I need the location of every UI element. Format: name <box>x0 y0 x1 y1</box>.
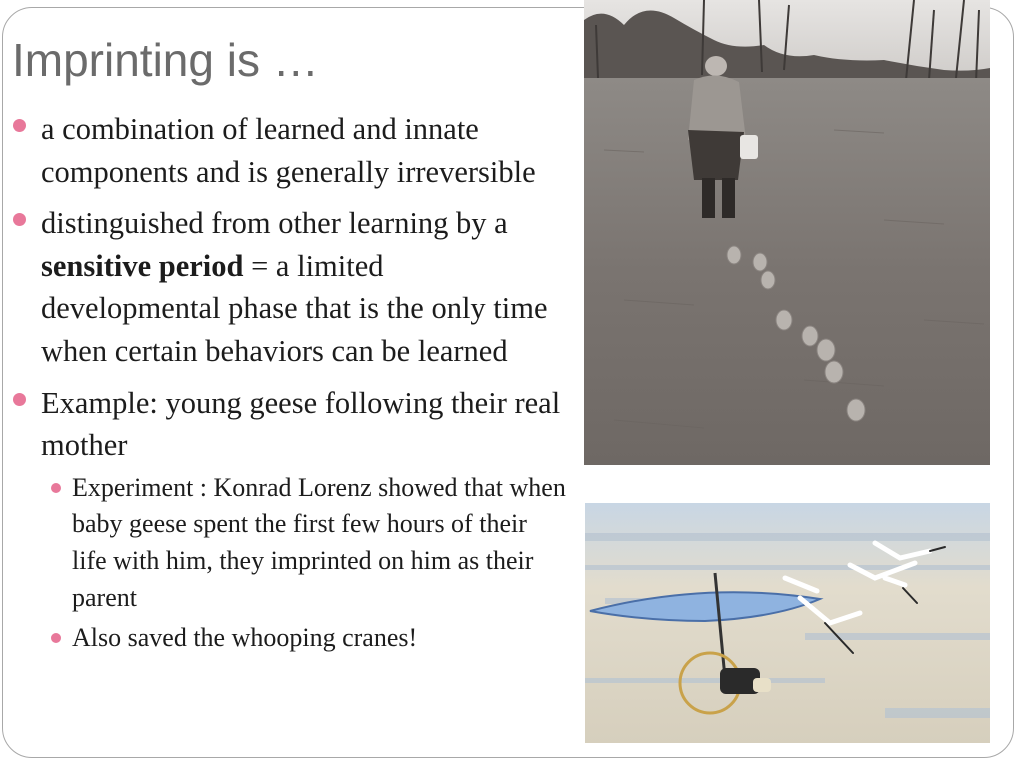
bullet-text: Example: young geese following their real mother <box>41 385 561 463</box>
bullet-item <box>12 108 567 193</box>
ultralight-cranes-photo <box>585 503 990 743</box>
sub-bullet-text: Experiment : Konrad Lorenz showed that when baby geese spent the first few hours of their life with him, they imprinted on him as their parent <box>72 472 566 612</box>
lorenz-geese-illustration <box>584 0 990 465</box>
sub-bullet-item <box>41 620 567 657</box>
sub-bullet-list <box>41 470 567 657</box>
bullet-item <box>12 382 567 657</box>
bullet-text-post: = a limited developmental phase that is the only time when certain behaviors can be learned <box>41 248 548 368</box>
slide-title: Imprinting is … <box>12 34 319 86</box>
bullet-dot-icon <box>13 393 26 406</box>
sub-bullet-text: Also saved the whooping cranes! <box>72 623 418 653</box>
sub-bullet-dot-icon <box>51 633 61 643</box>
bullet-item <box>12 202 567 372</box>
bullet-list <box>12 108 567 666</box>
bullet-text-pre: distinguished from other learning by a <box>41 206 508 241</box>
bullet-bold-term: sensitive period <box>41 248 244 283</box>
bullet-text: a combination of learned and innate components and is generally irreversible <box>41 112 536 189</box>
bullet-dot-icon <box>13 119 26 132</box>
ultralight-cranes-illustration <box>585 503 990 743</box>
sub-bullet-item <box>41 470 567 616</box>
sub-bullet-dot-icon <box>51 483 61 493</box>
lorenz-geese-photo <box>584 0 990 465</box>
bullet-dot-icon <box>13 213 26 226</box>
